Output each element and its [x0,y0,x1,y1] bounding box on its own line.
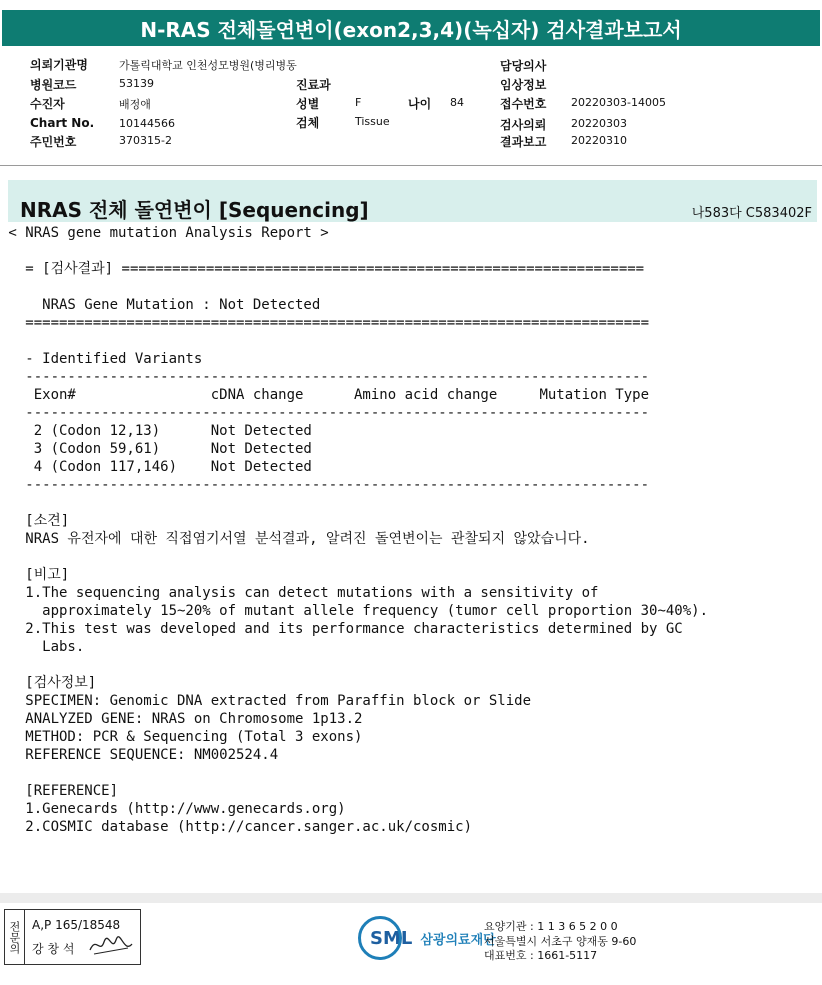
age-value: 84 [450,96,464,109]
doctor-label: 담당의사 [500,59,547,73]
header-divider [0,165,822,166]
report-line: Labs. [0,639,85,655]
report-line [0,764,708,782]
clinical-label: 임상정보 [500,78,547,92]
section-code: 나583다 C583402F [691,206,812,221]
age-label: 나이 [408,97,432,111]
report-line: 2.COSMIC database (http://cancer.sanger.ac.uk/cosmic) [0,819,473,835]
report-line: 2.This test was developed and its performance characteristics determined by GC [0,621,683,637]
signature-icon [88,932,134,958]
report-line [0,278,708,296]
report-line: 2 (Codon 12,13) Not Detected [0,423,312,439]
receipt-value: 20220303-14005 [571,96,666,109]
hospital-value: 가톨릭대학교 인천성모병원(병리병동 [119,59,297,72]
report-line: approximately 15~20% of mutant allele frequency (tumor cell proportion 30~40%). [0,603,709,619]
report-line: 1.Genecards (http://www.genecards.org) [0,801,346,817]
org-phone: 대표번호 : 1661-5117 [484,949,598,962]
report-line: [비고] [0,567,70,583]
patient-value: 배정애 [119,98,151,111]
report-line: [소견] [0,513,70,529]
request-label: 검사의뢰 [500,118,547,132]
logo-abbr: SML [370,927,413,949]
report-line: [검사정보] [0,675,97,691]
report-line: METHOD: PCR & Sequencing (Total 3 exons) [0,729,363,745]
stamp-line-1: A,P 165/18548 [32,918,121,932]
chart-label: Chart No. [30,116,95,130]
code-label: 병원코드 [30,78,77,92]
section-title: NRAS 전체 돌연변이 [Sequencing] [20,198,369,222]
hospital-label: 의뢰기관명 [30,58,88,72]
report-line: ANALYZED GENE: NRAS on Chromosome 1p13.2 [0,711,363,727]
company-logo [358,916,496,960]
report-line: -------------------------------------------------------------------------- [0,477,650,493]
report-line: -------------------------------------------------------------------------- [0,405,650,421]
specimen-label: 검체 [296,116,320,130]
patient-label: 수진자 [30,97,65,111]
id-value: 370315-2 [119,134,172,147]
logo-circle-icon [358,916,402,960]
chart-value: 10144566 [119,117,175,130]
report-line: NRAS 유전자에 대한 직접염기서열 분석결과, 알려진 돌연변이는 관찰되지 않았습니다. [0,531,590,547]
report-title: N-RAS 전체돌연변이(exon2,3,4)(녹십자) 검사결과보고서 [2,10,820,46]
report-date-value: 20220310 [571,134,627,147]
report-line: NRAS Gene Mutation : Not Detected [0,297,321,313]
org-code: 요양기관 : 1 1 3 6 5 2 0 0 [484,920,618,933]
report-line: ========================================================================== [0,315,650,331]
report-line [0,494,708,512]
request-value: 20220303 [571,117,627,130]
report-line [0,242,708,260]
report-line: = [검사결과] ============================================================== [0,261,645,277]
stamp-side-label: 전문의 [4,909,25,965]
report-line [0,656,708,674]
hospital-row [30,56,88,73]
report-line: 1.The sequencing analysis can detect mutations with a sensitivity of [0,585,599,601]
sex-value: F [355,96,362,109]
stamp-line-2: 강 창 석 [32,942,75,956]
report-line [0,332,708,350]
dept-label: 진료과 [296,78,331,92]
report-date-label: 결과보고 [500,135,547,149]
report-line: 3 (Codon 59,61) Not Detected [0,441,312,457]
report-line: Exon# cDNA change Amino acid change Mutation Type [0,387,650,403]
report-line: 4 (Codon 117,146) Not Detected [0,459,312,475]
org-address: 서울특별시 서초구 양재동 9-60 [484,935,637,948]
receipt-label: 접수번호 [500,97,547,111]
report-line: [REFERENCE] [0,783,119,799]
report-body [0,224,708,836]
id-label: 주민번호 [30,135,77,149]
report-line: - Identified Variants [0,351,203,367]
report-line: SPECIMEN: Genomic DNA extracted from Paraffin block or Slide [0,693,532,709]
code-value: 53139 [119,77,154,90]
report-line: < NRAS gene mutation Analysis Report > [0,225,329,241]
sex-label: 성별 [296,97,320,111]
report-line: -------------------------------------------------------------------------- [0,369,650,385]
logo-name: 삼광의료재단 [420,932,496,948]
specimen-value: Tissue [355,115,390,128]
report-line [0,548,708,566]
report-line: REFERENCE SEQUENCE: NM002524.4 [0,747,279,763]
